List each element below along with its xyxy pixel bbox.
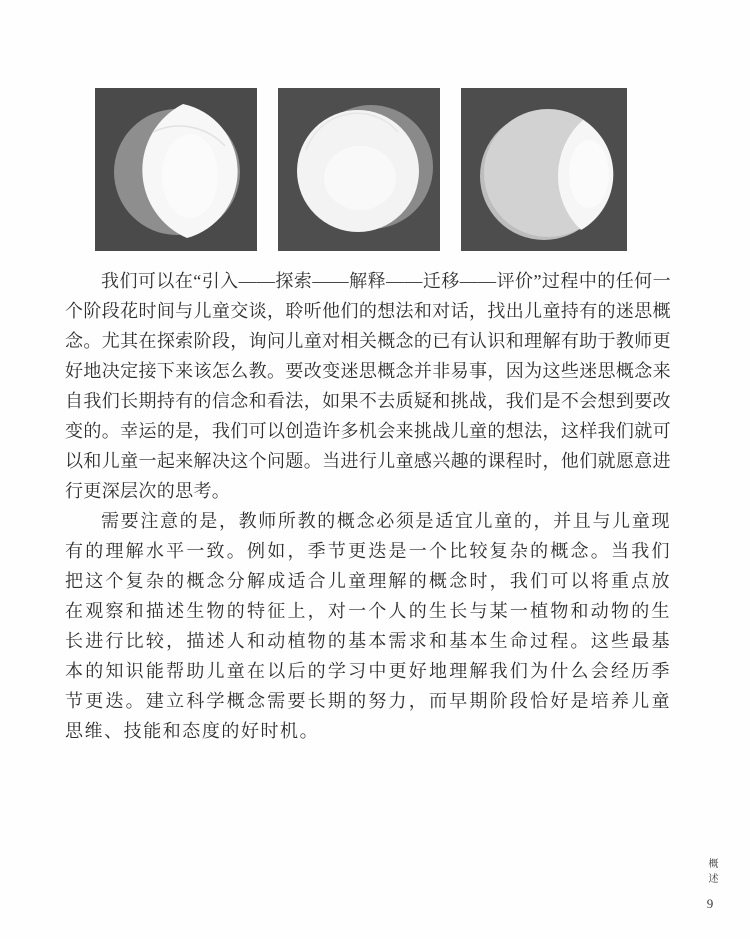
- page-number: 9: [706, 896, 714, 911]
- photo-3-highlight: [569, 140, 609, 208]
- moon-phase-photo-1: [95, 88, 257, 251]
- moon-phase-photo-2: [278, 88, 440, 251]
- moon-phase-figure-strip: [95, 88, 627, 251]
- paragraph-concept-suitability: 需要注意的是，教师所教的概念必须是适宜儿童的，并且与儿童现有的理解水平一致。例如，季节更迭是一个比较复杂的概念。当我们把这个复杂的概念分解成适合儿童理解的概念时，我们可以将重点放在观察和描述生物的特征上，对一个人的生长与某一植物和动物的生长进行比较，描述人和动植物的基本需求和基本生命过程。这些最基本的知识能帮助儿童在以后的学习中更好地理解我们为什么会经历季节更迭。建立科学概念需要长期的努力，而早期阶段恰好是培养儿童思维、技能和态度的好时机。: [65, 511, 671, 741]
- moon-phase-photo-3: [461, 88, 627, 251]
- photo-1-highlight: [162, 134, 218, 218]
- body-text: [65, 266, 671, 746]
- photo-2-highlight: [324, 146, 396, 210]
- chapter-margin-label: 概述: [706, 858, 717, 888]
- paragraph-misconceptions: 我们可以在“引入——探索——解释——迁移——评价”过程中的任何一个阶段花时间与儿童交谈，聆听他们的想法和对话，找出儿童持有的迷思概念。尤其在探索阶段，询问儿童对相关概念的已有认识和理解有助于教师更好地决定接下来该怎么教。要改变迷思概念并非易事，因为这些迷思概念来自我们长期持有的信念和看法，如果不去质疑和挑战，我们是不会想到要改变的。幸运的是，我们可以创造许多机会来挑战儿童的想法，这样我们就可以和儿童一起来解决这个问题。当进行儿童感兴趣的课程时，他们就愿意进行更深层次的思考。: [65, 271, 671, 501]
